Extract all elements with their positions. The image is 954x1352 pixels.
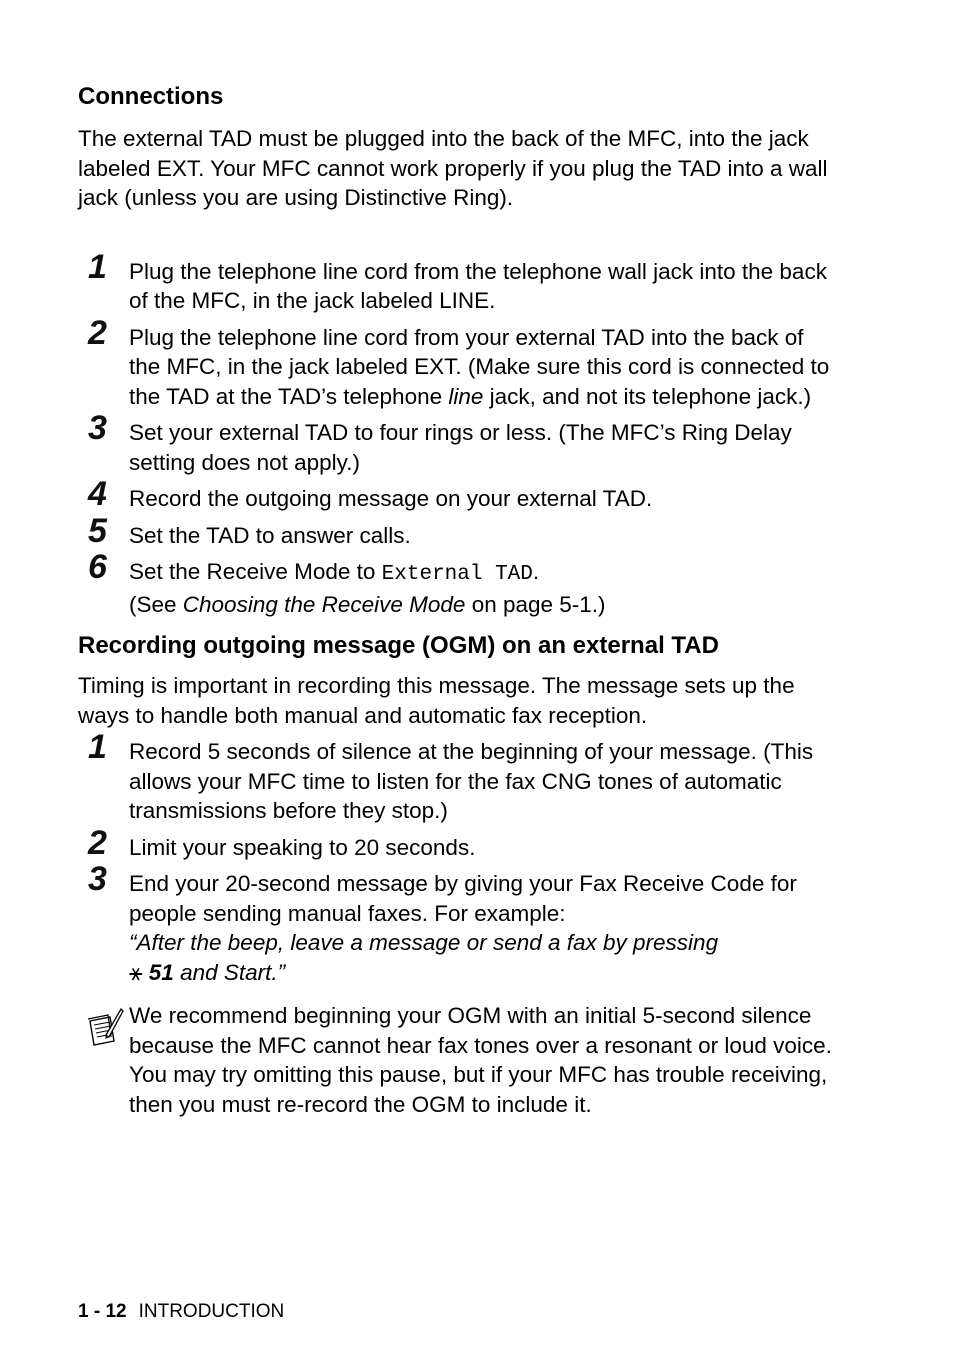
page-content bbox=[78, 82, 838, 1119]
list-item bbox=[78, 409, 838, 477]
step-text: . bbox=[532, 559, 540, 584]
step-number: 5 bbox=[88, 511, 107, 550]
step-number: 3 bbox=[88, 860, 107, 898]
page-number: 1 - 12 bbox=[78, 1301, 127, 1322]
see-reference: (See bbox=[129, 591, 183, 617]
intro-paragraph: Timing is important in recording this message. The message sets up the ways to handle both manual and automatic fax reception. bbox=[78, 673, 795, 728]
chapter-name: INTRODUCTION bbox=[138, 1301, 285, 1322]
note-text: We recommend beginning your OGM with an initial 5-second silence because the MFC cannot hear fax tones over a resonant or loud voice. You may try omitting this pause, but if your MFC has trouble receiving, then you must re-record the OGM to include it. bbox=[129, 1003, 832, 1117]
list-item bbox=[78, 823, 838, 863]
list-item bbox=[78, 728, 838, 826]
note-pencil-icon bbox=[84, 1007, 124, 1047]
section-heading-recording-ogm: Recording outgoing message (OGM) on an external TAD bbox=[78, 632, 719, 659]
step-number: 2 bbox=[88, 313, 107, 352]
step-text: Record the outgoing message on your external TAD. bbox=[129, 486, 653, 511]
step-text: Plug the telephone line cord from the telephone wall jack into the back of the MFC, in the jack labeled LINE. bbox=[129, 258, 827, 313]
section-heading-connections: Connections bbox=[78, 83, 224, 110]
step-number: 1 bbox=[88, 728, 107, 766]
list-item bbox=[78, 313, 838, 412]
see-reference-title: Choosing the Receive Mode bbox=[182, 591, 466, 617]
step-text: End your 20-second message by giving your Fax Receive Code for people sending manual faxes. For example: bbox=[129, 871, 797, 926]
step-text: jack, and not its telephone jack.) bbox=[483, 383, 812, 409]
step-number: 4 bbox=[88, 475, 107, 513]
step-number: 1 bbox=[88, 247, 107, 286]
example-quote: ⚹ 51 and Start.” bbox=[129, 959, 286, 985]
lcd-text: External TAD bbox=[381, 563, 533, 586]
example-quote: “After the beep, leave a message or send a fax by pressing bbox=[129, 930, 719, 955]
step-text: Plug the telephone line cord from your external TAD into the back of the MFC, in the jack labeled EXT. (Make sure this cord is connected to the TAD at the TAD’s telephone bbox=[129, 324, 830, 409]
page-footer bbox=[78, 1301, 284, 1323]
step-text: Set your external TAD to four rings or less. (The MFC’s Ring Delay setting does not apply.) bbox=[129, 420, 792, 475]
intro-paragraph: The external TAD must be plugged into the back of the MFC, into the jack labeled EXT. Your MFC cannot work properly if you plug the TAD into a wall jack (unless you are using Distinctive Ring). bbox=[78, 126, 828, 210]
list-item bbox=[78, 511, 838, 551]
step-text: Limit your speaking to 20 seconds. bbox=[129, 834, 476, 860]
list-item bbox=[78, 548, 838, 619]
list-item bbox=[78, 247, 838, 316]
list-item bbox=[78, 860, 838, 987]
step-text: Set the TAD to answer calls. bbox=[129, 522, 411, 548]
step-number: 2 bbox=[88, 823, 107, 862]
note-box bbox=[78, 1001, 838, 1119]
see-reference: on page 5-1.) bbox=[465, 591, 606, 617]
fax-receive-code: 51 bbox=[148, 959, 174, 985]
step-text-italic: line bbox=[448, 383, 484, 409]
step-number: 6 bbox=[88, 548, 107, 586]
step-text: Set the Receive Mode to bbox=[129, 559, 382, 584]
step-text: Record 5 seconds of silence at the beginning of your message. (This allows your MFC time to listen for the fax CNG tones of automatic transmissions before they stop.) bbox=[129, 739, 814, 823]
step-number: 3 bbox=[88, 409, 107, 447]
star-key-icon: ⚹ bbox=[129, 959, 143, 985]
list-item bbox=[78, 475, 838, 514]
